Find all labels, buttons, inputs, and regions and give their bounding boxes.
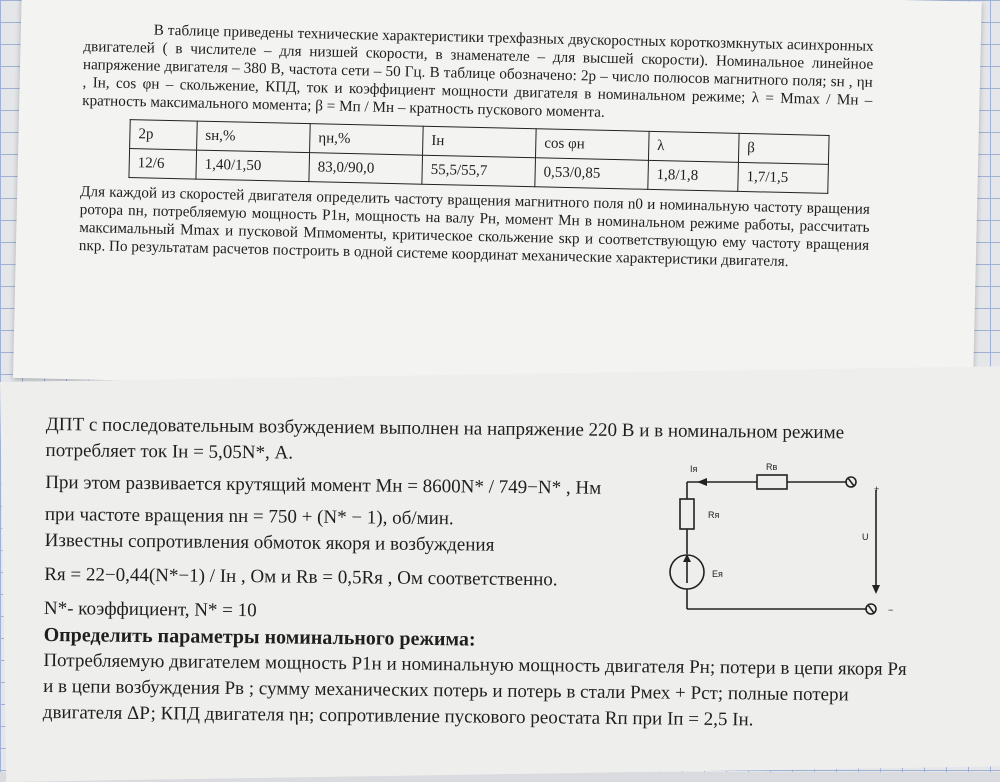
problem-line: потребляет ток Iн = 5,05N*, А. — [45, 439, 294, 464]
table-header-cell: β — [738, 133, 829, 164]
requirement-line: двигателя ΔР; КПД двигателя ηн; сопротивление пускового реостата Rп при Iп = 2,5 Iн. — [42, 701, 754, 731]
table-cell: 55,5/55,7 — [422, 155, 536, 187]
problem-line: Rя = 22−0,44(N*−1) / Iн , Ом и Rв = 0,5Rя , Ом соответственно. — [44, 563, 558, 591]
voltage-arrow-head — [872, 585, 880, 594]
emf-label: Eя — [712, 569, 723, 579]
table-header-cell: sн,% — [197, 121, 311, 153]
section-heading: Определить параметры номинального режима: — [43, 623, 476, 651]
plus-label: + — [874, 484, 880, 494]
armature-resistor-label: Rя — [708, 510, 720, 520]
field-resistor-label: Rв — [766, 462, 778, 472]
table-header-cell: λ — [648, 131, 739, 162]
motor-spec-table — [128, 119, 829, 194]
current-arrow-head — [697, 478, 707, 486]
table-cell: 12/6 — [129, 149, 197, 180]
problem-line: Известны сопротивления обмоток якоря и возбуждения — [44, 529, 495, 556]
problem-line: ДПТ с последовательным возбуждением выполнен на напряжение 220 В и в номинальном режиме — [45, 413, 845, 444]
requirement-line: Потребляемую двигателем мощность P1н и номинальную мощность двигателя Pн; потери в цепи якоря Pя — [43, 649, 907, 681]
minus-label: − — [888, 605, 894, 615]
circuit-svg — [662, 452, 902, 632]
problem-line: При этом развивается крутящий момент Mн = 8600N* / 749−N* , Нм — [45, 471, 602, 499]
plus-terminal-slash — [848, 478, 854, 486]
armature-current-label: Iя — [690, 464, 698, 474]
dc-motor-circuit-diagram — [662, 452, 902, 632]
table-header-cell: 2р — [130, 120, 198, 151]
intro-paragraph: В таблице приведены технические характеристики трехфазных двускоростных короткозмкнутых асинхронных двигателей ( в числителе – для низшей скорости, в знаменателе – для высшей скорости). Номинальное линейное напряжение двигателя – 380 В, частота сети – 50 Гц. В таблице обозначено: 2р – число полюсов магнитного поля; sн , ηн , Iн, cos φн – скольжение, КПД, ток и коэффициент мощности двигателя в номинальном режиме; λ = Mmax / Mн – кратность максимального момента; β = Mп / Mн – кратность пускового момента. — [81, 21, 874, 121]
field-resistor — [757, 475, 787, 489]
table-cell: 83,0/90,0 — [309, 153, 423, 185]
top-sheet-text — [79, 20, 874, 273]
table-header-cell: cos φн — [535, 129, 649, 161]
voltage-label: U — [862, 532, 869, 542]
task-paragraph: Для каждой из скоростей двигателя определить частоту вращения магнитного поля n0 и номинальную частоту вращения ротора nн, потребляемую мощность P1н, мощность на валу Pн, момент Mн в номинальном режиме работы, рассчитать максимальный Mmax и пусковой Mпмоменты, критическое скольжение sкр и соответствующую ему частоту вращения nкр. По результатам расчетов построить в одной системе координат механические характеристики двигателя. — [78, 182, 871, 271]
minus-terminal-slash — [868, 605, 874, 613]
table-cell: 1,8/1,8 — [648, 160, 739, 191]
table-header-cell: ηн,% — [310, 124, 424, 156]
table-cell: 1,40/1,50 — [196, 150, 310, 182]
requirement-line: и в цепи возбуждения Pв ; сумму механических потерь и потерь в стали Pмех + Pст; полные потери — [43, 675, 849, 706]
problem-line: N*- коэффициент, N* = 10 — [43, 597, 257, 622]
table-cell: 0,53/0,85 — [535, 158, 649, 190]
table-header-cell: Iн — [423, 126, 537, 158]
armature-resistor — [680, 499, 694, 529]
table-cell: 1,7/1,5 — [738, 162, 829, 193]
problem-line: при частоте вращения nн = 750 + (N* − 1), об/мин. — [44, 503, 454, 530]
